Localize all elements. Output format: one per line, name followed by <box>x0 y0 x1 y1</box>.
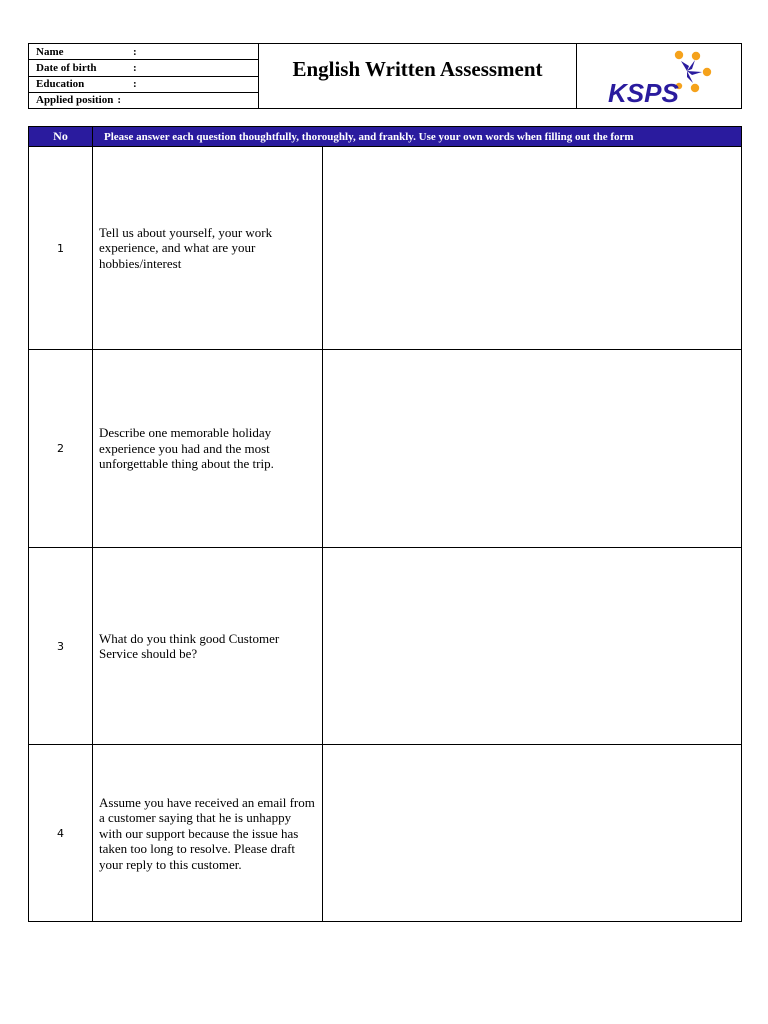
question-text: Tell us about yourself, your work experience, and what are your hobbies/interest <box>93 147 323 349</box>
answer-field[interactable] <box>323 147 741 349</box>
pinwheel-star-logo-icon <box>603 47 715 105</box>
education-field[interactable] <box>29 77 258 93</box>
name-colon: : <box>133 45 137 58</box>
applied-position-field[interactable] <box>29 93 258 108</box>
table-row <box>29 745 741 922</box>
question-text: What do you think good Customer Service should be? <box>93 548 323 744</box>
question-number: 1 <box>29 147 93 349</box>
form-header <box>28 43 742 109</box>
logo-petals <box>675 51 711 92</box>
answer-field[interactable] <box>323 745 741 922</box>
applied-position-label: Applied position <box>36 94 114 107</box>
table-row <box>29 147 741 350</box>
name-field[interactable] <box>29 44 258 60</box>
question-number: 2 <box>29 350 93 547</box>
answer-field[interactable] <box>323 548 741 744</box>
applied-position-colon: : <box>117 94 122 107</box>
question-text: Describe one memorable holiday experience you had and the most unforgettable thing about the trip. <box>93 350 323 547</box>
answer-field[interactable] <box>323 350 741 547</box>
company-logo <box>577 44 741 108</box>
instruction-text: Please answer each question thoughtfully, thoroughly, and frankly. Use your own words when filling out the form <box>104 130 634 143</box>
title-cell <box>259 44 577 108</box>
question-text: Assume you have received an email from a customer saying that he is unhappy with our support because the issue has taken too long to resolve. Please draft your reply to this customer. <box>93 745 323 922</box>
table-row <box>29 350 741 548</box>
education-label: Education <box>36 78 85 91</box>
question-table <box>28 126 742 922</box>
name-label: Name <box>36 45 64 58</box>
page-title: English Written Assessment <box>292 56 543 81</box>
date-of-birth-label: Date of birth <box>36 61 97 74</box>
date-of-birth-field[interactable] <box>29 60 258 76</box>
question-number: 3 <box>29 548 93 744</box>
table-header <box>29 127 741 147</box>
table-row <box>29 548 741 745</box>
column-header-no: No <box>29 127 93 146</box>
question-number: 4 <box>29 745 93 922</box>
logo-text: KSPS <box>608 78 679 105</box>
applicant-info-block <box>29 44 259 108</box>
education-colon: : <box>133 78 137 91</box>
date-of-birth-colon: : <box>133 61 137 74</box>
